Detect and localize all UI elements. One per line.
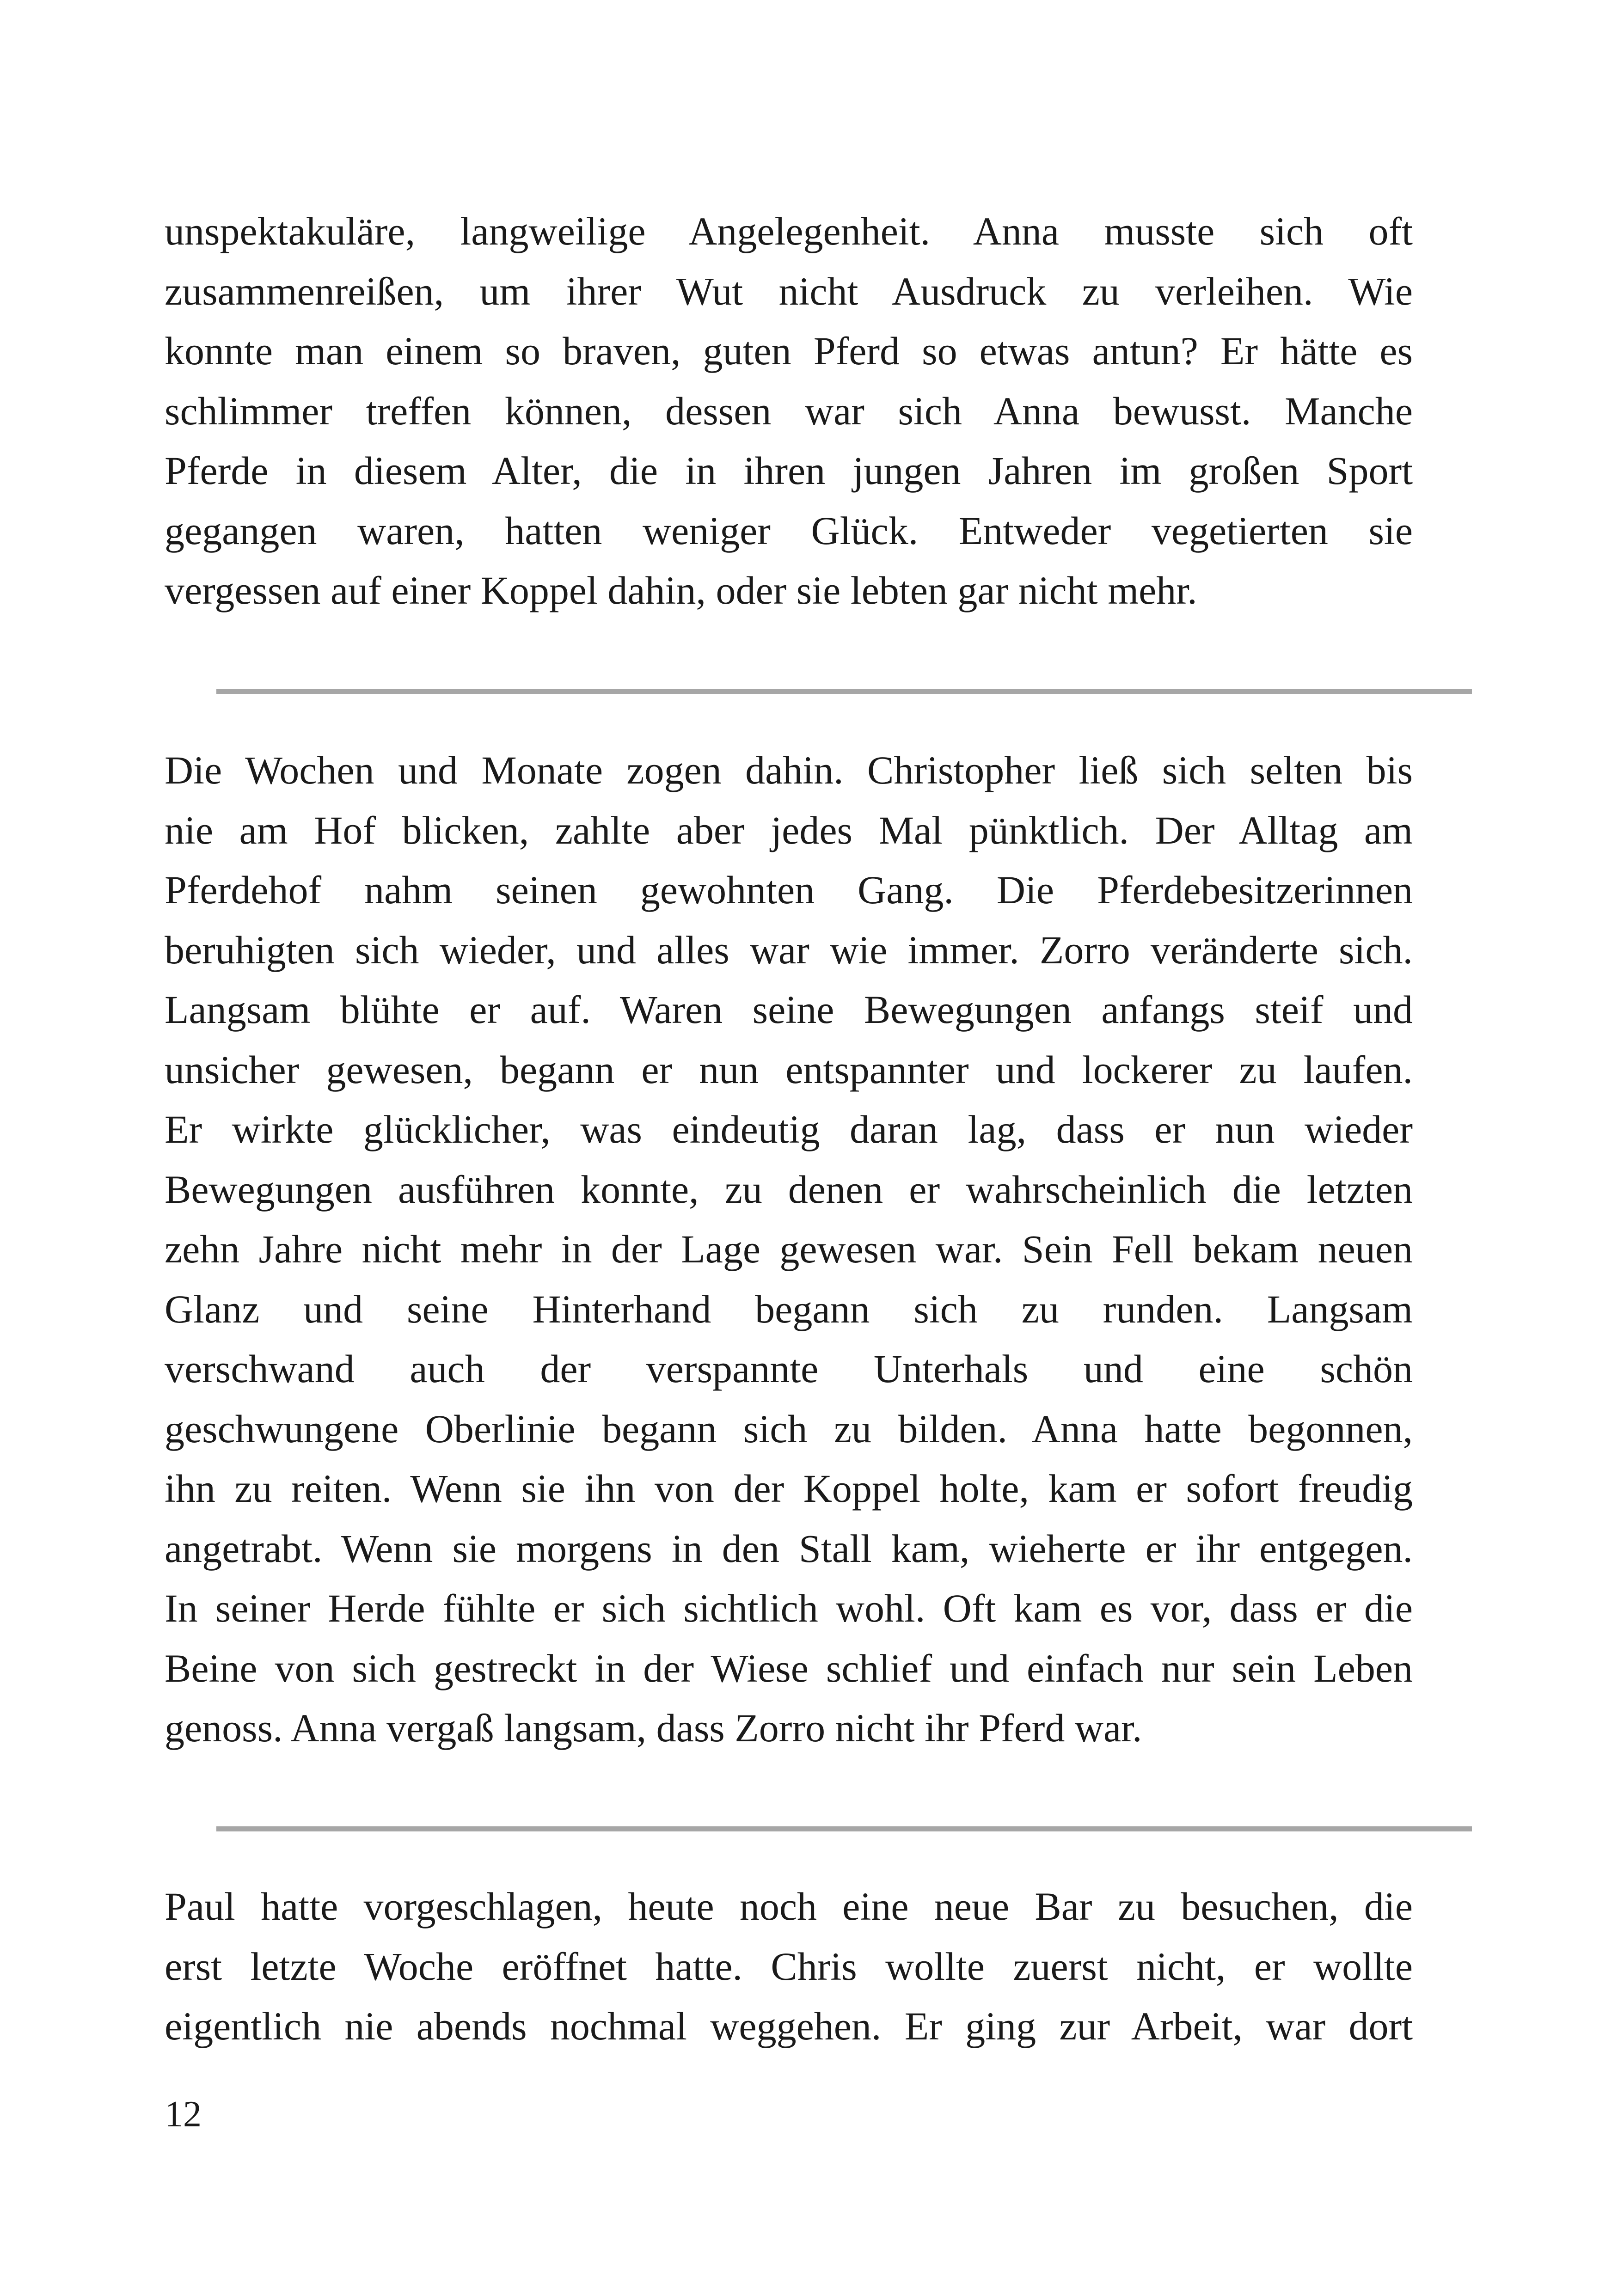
paragraph-3 — [165, 1877, 1413, 2057]
text-line: vergessen auf einer Koppel dahin, oder sie lebten gar nicht mehr. — [165, 568, 1197, 612]
text-line: Beine von sich gestreckt in der Wiese schlief und einfach nur sein Leben — [165, 1646, 1413, 1690]
page-number: 12 — [165, 2094, 202, 2135]
paragraph-2 — [165, 741, 1413, 1758]
text-line: Bewegungen ausführen konnte, zu denen er wahrscheinlich die letzten — [165, 1167, 1413, 1212]
paragraph-1 — [165, 202, 1413, 621]
text-line: Er wirkte glücklicher, was eindeutig daran lag, dass er nun wieder — [165, 1107, 1413, 1151]
text-line: angetrabt. Wenn sie morgens in den Stall kam, wieherte er ihr entgegen. — [165, 1526, 1413, 1571]
text-line: Langsam blühte er auf. Waren seine Bewegungen anfangs steif und — [165, 987, 1413, 1032]
text-line: verschwand auch der verspannte Unterhals und eine schön — [165, 1347, 1413, 1391]
text-line: genoss. Anna vergaß langsam, dass Zorro nicht ihr Pferd war. — [165, 1706, 1142, 1750]
text-line: schlimmer treffen können, dessen war sich Anna bewusst. Manche — [165, 388, 1413, 433]
text-line: Die Wochen und Monate zogen dahin. Christopher ließ sich selten bis — [165, 748, 1413, 792]
section-divider — [216, 689, 1472, 694]
text-line: beruhigten sich wieder, und alles war wie immer. Zorro veränderte sich. — [165, 927, 1413, 972]
text-line: unspektakuläre, langweilige Angelegenheit. Anna musste sich oft — [165, 209, 1413, 253]
text-line: eigentlich nie abends nochmal weggehen. Er ging zur Arbeit, war dort — [165, 2004, 1413, 2048]
text-line: zehn Jahre nicht mehr in der Lage gewesen war. Sein Fell bekam neuen — [165, 1227, 1413, 1271]
text-line: konnte man einem so braven, guten Pferd so etwas antun? Er hätte es — [165, 329, 1413, 373]
text-line: geschwungene Oberlinie begann sich zu bilden. Anna hatte begonnen, — [165, 1406, 1413, 1451]
text-line: Pferdehof nahm seinen gewohnten Gang. Die Pferdebesitzerinnen — [165, 868, 1413, 912]
text-line: ihn zu reiten. Wenn sie ihn von der Koppel holte, kam er sofort freudig — [165, 1466, 1413, 1511]
text-line: gegangen waren, hatten weniger Glück. Entweder vegetierten sie — [165, 508, 1413, 553]
section-divider — [216, 1826, 1472, 1831]
text-line: Glanz und seine Hinterhand begann sich zu runden. Langsam — [165, 1286, 1413, 1331]
text-line: Paul hatte vorgeschlagen, heute noch eine neue Bar zu besuchen, die — [165, 1884, 1413, 1929]
text-line: In seiner Herde fühlte er sich sichtlich wohl. Oft kam es vor, dass er die — [165, 1586, 1413, 1630]
text-line: erst letzte Woche eröffnet hatte. Chris wollte zuerst nicht, er wollte — [165, 1944, 1413, 1989]
text-line: unsicher gewesen, begann er nun entspannter und lockerer zu laufen. — [165, 1047, 1413, 1092]
text-line: nie am Hof blicken, zahlte aber jedes Mal pünktlich. Der Alltag am — [165, 808, 1413, 852]
text-line: Pferde in diesem Alter, die in ihren jungen Jahren im großen Sport — [165, 448, 1413, 493]
text-line: zusammenreißen, um ihrer Wut nicht Ausdruck zu verleihen. Wie — [165, 269, 1413, 313]
